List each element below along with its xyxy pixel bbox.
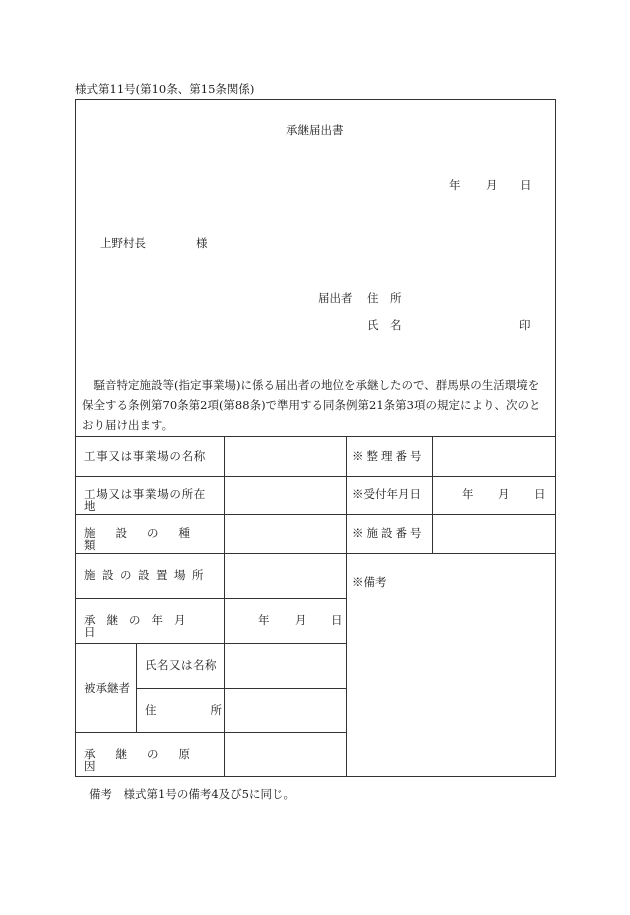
label-predecessor: 被承継者 [84, 681, 130, 695]
col-line-label [224, 436, 225, 776]
date-year: 年 [449, 178, 461, 192]
form-frame [75, 99, 556, 777]
footer-note: 備考 様式第1号の備考4及び5に同じ。 [89, 787, 295, 801]
row-line-7 [75, 732, 347, 733]
row-line-6 [136, 688, 347, 689]
label-factory-name [84, 451, 217, 463]
label-facility-location-text: 施設の設置場所 [84, 568, 210, 582]
row-line-4 [75, 598, 347, 599]
col-line-center [346, 436, 347, 776]
notifier-address-label: 住 所 [367, 291, 402, 305]
addressee-name: 上野村長 [100, 236, 146, 250]
label-facility-type-text: 施設の種類 [84, 526, 210, 552]
notifier-name-label: 氏 名 [367, 318, 402, 332]
col-line-right [432, 436, 433, 553]
body-text [82, 375, 548, 435]
label-facility-number: ※施設番号 [352, 526, 425, 540]
label-factory-name-text: 工事又は事業場の名称 [84, 449, 206, 463]
label-succession-date-text: 承継の年月日 [84, 613, 197, 639]
label-succession-date [84, 615, 217, 638]
label-remarks: ※備考 [352, 575, 387, 589]
succession-date-month: 月 [295, 613, 307, 627]
label-factory-location-text: 工場又は事業場の所在地 [84, 487, 206, 513]
succession-date-day: 日 [331, 613, 343, 627]
row-line-3 [75, 553, 556, 554]
row-line-5 [75, 643, 347, 644]
label-predecessor-address: 住所 [145, 703, 276, 717]
form-title: 承継届出書 [286, 123, 344, 137]
succession-date-year: 年 [258, 613, 270, 627]
col-line-predecessor [136, 643, 137, 732]
seal-mark: 印 [519, 318, 531, 332]
notifier-label: 届出者 [318, 291, 353, 305]
label-received-date: ※受付年月日 [352, 487, 421, 501]
label-predecessor-name: 氏名又は名称 [145, 658, 217, 672]
received-date-month: 月 [498, 487, 510, 501]
date-day: 日 [520, 178, 532, 192]
label-factory-location [84, 489, 217, 512]
label-ref-number: ※整理番号 [352, 449, 425, 463]
date-month: 月 [486, 178, 498, 192]
label-succession-reason-text: 承継の原因 [84, 747, 210, 773]
row-line-2 [75, 514, 556, 515]
addressee-honorific: 様 [196, 236, 208, 250]
label-facility-type [84, 528, 217, 551]
label-succession-reason [84, 749, 217, 772]
table-top-line [75, 436, 556, 437]
body-paragraph: 騒音特定施設等(指定事業場)に係る届出者の地位を承継したので、群馬県の生活環境を保全する条例第70条第2項(第88条)で準用する同条例第21条第3項の規定により、次のとおり届け出ます。 [82, 378, 541, 432]
row-line-1 [75, 476, 556, 477]
received-date-year: 年 [462, 487, 474, 501]
form-number: 様式第11号(第10条、第15条関係) [75, 82, 255, 96]
received-date-day: 日 [534, 487, 546, 501]
label-facility-location [84, 570, 217, 582]
